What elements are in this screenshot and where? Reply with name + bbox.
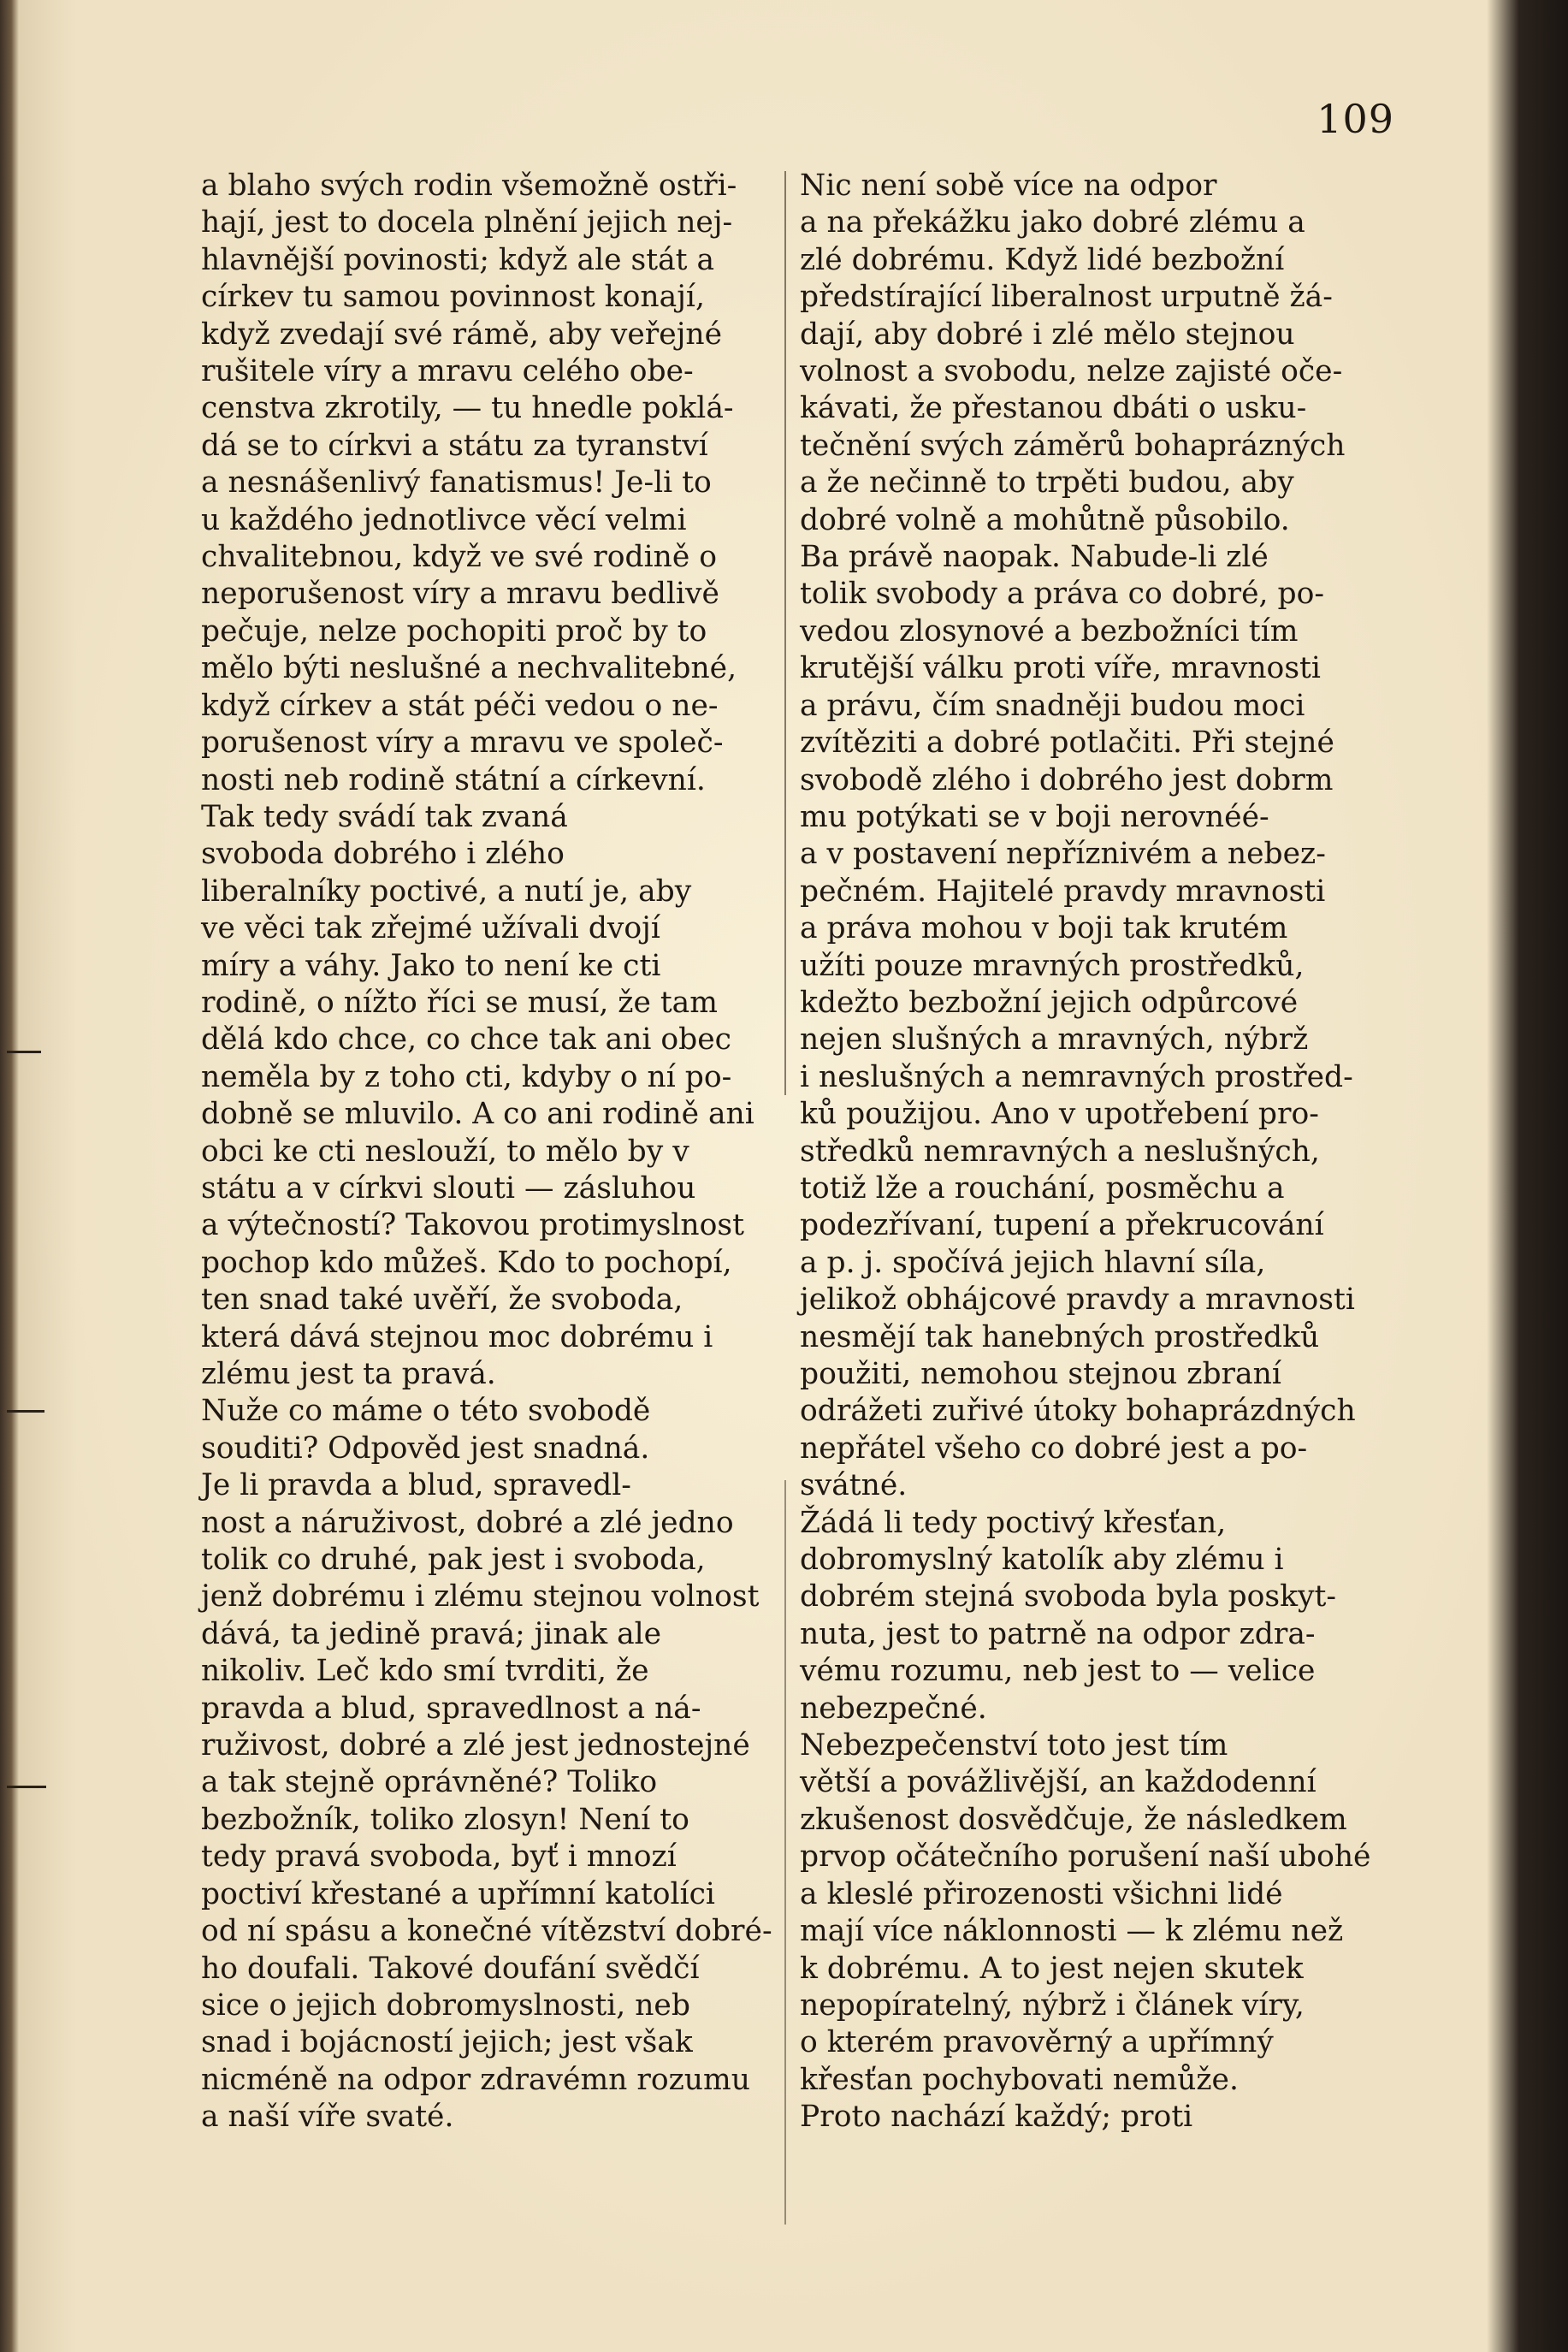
paragraph: Tak tedy svádí tak zvaná svoboda dobrého i zlého liberalníky poctivé, a nutí je, aby ve věci tak zřejmé užívali dvojí míry a váhy. Jako to není ke cti rodině, o nížto říci se musí, že tam dělá kdo chce, co chce tak ani obec neměla by z toho cti, kdyby o ní po- dobně se mluvilo. A co ani rodině ani obci ke cti neslouží, to mělo by v státu a v církvi slouti — zásluhou a výtečností? Takovou protimyslnost pochop kdo můžeš. Kdo to pochopí, ten snad také uvěří, že svoboda, která dává stejnou moc dobrému i zlému jest ta pravá. <box>201 799 754 1391</box>
paragraph: Proto nachází každý; proti <box>800 2100 1193 2135</box>
book-binding-shadow <box>0 0 19 2352</box>
paragraph: Nuže co máme o této svobodě souditi? Odpověd jest snadná. <box>201 1394 651 1466</box>
margin-mark <box>7 1786 46 1788</box>
paragraph: Nic není sobě více na odpor a na překážku jako dobré zlému a zlé dobrému. Když lidé bezbožní předstírající liberalnost urputně žá- dají, aby dobré i zlé mělo stejnou volnost a svobodu, nelze zajisté oče- kávati, že přestanou dbáti o usku- tečnění svých záměrů bohaprázných a že nečinně to trpěti budou, aby dobré volně a mohůtně působilo. Ba právě naopak. Nabude-li zlé tolik svobody a práva co dobré, po- vedou zlosynové a bezbožníci tím krutější válku proti víře, mravnosti a právu, čím snadněji budou moci zvítěziti a dobré potlačiti. Při stejné svobodě zlého i dobrého jest dobrm mu potýkati se v boji nerovnéé- a v postavení nepříznivém a nebez- pečném. Hajitelé pravdy mravnosti a práva mohou v boji tak krutém užíti pouze mravných prostředků, kdežto bezbožní jejich odpůrcové nejen slušných a mravných, nýbrž i neslušných a nemravných prostřed- ků použijou. Ano v upotřebení pro- středků nemravných a neslušných, totiž lže a rouchání, posměchu a podezřívaní, tupení a překrucování a p. j. spočívá jejich hlavní síla, jelikož obhájcové pravdy a mravnosti nesmějí tak hanebných prostředků použiti, nemohou stejnou zbraní odrážeti zuřivé útoky bohaprázdných nepřátel všeho co dobré jest a po- svátné. <box>800 169 1356 1503</box>
margin-mark <box>7 1410 44 1413</box>
right-column <box>800 168 1382 2136</box>
page-edge-shadow <box>1487 0 1568 2352</box>
paragraph: Žádá li tedy poctivý křesťan, dobromyslný katolík aby zlému i dobrém stejná svoboda byla poskyt- nuta, jest to patrně na odpor zdra- vému rozumu, neb jest to — velice nebezpečné. <box>800 1505 1337 1726</box>
paragraph: Je li pravda a blud, spravedl- nost a náruživost, dobré a zlé jedno tolik co druhé, pak jest i svoboda, jenž dobrému i zlému stejnou volnost dává, ta jedině pravá; jinak ale nikoliv. Leč kdo smí tvrditi, že pravda a blud, spravedlnost a ná- ruživost, dobré a zlé jest jednostejné a tak stejně oprávněné? Toliko bezbožník, toliko zlosyn! Není to tedy pravá svoboda, byť i mnozí poctiví křestané a upřímní katolíci od ní spásu a konečné vítězství dobré- ho doufali. Takové doufání svědčí sice o jejich dobromyslnosti, neb snad i bojácností jejich; jest však nicméně na odpor zdravémn rozumu a naší víře svaté. <box>201 1468 772 2135</box>
paragraph: Nebezpečenství toto jest tím větší a povážlivější, an každodenní zkušenost dosvědčuje, že následkem prvop očátečního porušení naší ubohé a kleslé přirozenosti všichni lidé mají více náklonnosti — k zlému než k dobrému. A to jest nejen skutek nepopíratelný, nýbrž i článek víry, o kterém pravověrný a upřímný křesťan pochybovati nemůže. <box>800 1728 1371 2097</box>
left-column <box>201 168 776 2136</box>
margin-mark <box>7 1051 41 1053</box>
paragraph: a blaho svých rodin všemožně ostři- hají, jest to docela plnění jejich nej- hlavnější povinosti; když ale stát a církev tu samou povinnost konají, když zvedají své rámě, aby veřejné rušitele víry a mravu celého obe- censtva zkrotily, — tu hnedle poklá- dá se to církvi a státu za tyranství a nesnášenlivý fanatismus! Je-li to u každého jednotlivce věcí velmi chvalitebnou, když ve své rodině o neporušenost víry a mravu bedlivě pečuje, nelze pochopiti proč by to mělo býti neslušné a nechvalitebné, když církev a stát péči vedou o ne- porušenost víry a mravu ve společ- nosti neb rodině státní a církevní. <box>201 169 737 797</box>
column-divider <box>784 171 786 1095</box>
page-number: 109 <box>1317 96 1394 142</box>
column-divider <box>784 1480 786 2225</box>
